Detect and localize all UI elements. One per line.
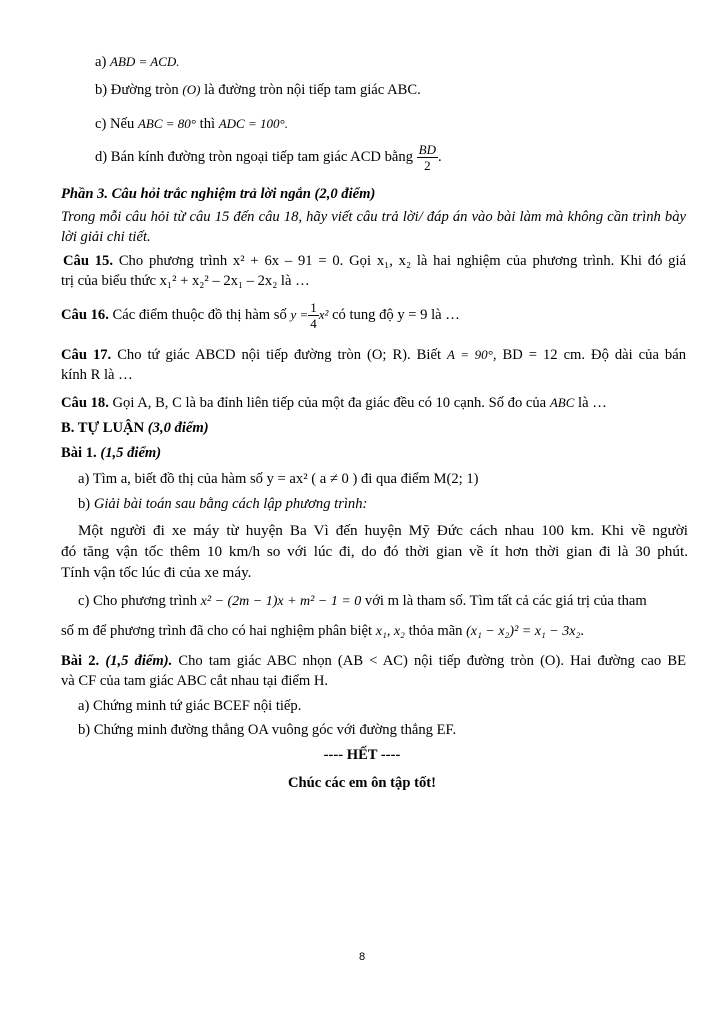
bai1-c2 [61, 621, 584, 642]
bai1-c2-end: . [580, 623, 584, 639]
bai2-l2: và CF của tam giác ABC cắt nhau tại điểm H. [61, 673, 329, 689]
option-d-den: 2 [424, 158, 431, 174]
q16 [61, 296, 460, 334]
q15-text1: Cho phương trình x² + 6x – 91 = 0. Gọi x₁, x₂ là hai nghiệm của phương trình. Khi đó giá [118, 253, 686, 269]
bai1-a: a) Tìm a, biết đồ thị của hàm số y = ax² ( a ≠ 0 ) đi qua điểm M(2; 1) [78, 471, 479, 487]
page-number: 8 [358, 951, 366, 963]
bai1-p3: Tính vận tốc lúc đi của xe máy. [61, 564, 252, 581]
q18-expr: ABC [549, 395, 575, 410]
bai2-line1 [61, 651, 686, 671]
option-d-text: d) Bán kính đường tròn ngoại tiếp tam giác ACD bằng [95, 149, 413, 165]
bai1-c-pre: c) Cho phương trình [78, 593, 197, 609]
bai1-b-text: Giải bài toán sau bằng cách lập phương trình: [93, 496, 368, 512]
option-a-expr: ABD = ACD. [110, 54, 180, 69]
bai1-c2-pre: số m để phương trình đã cho có hai nghiệm phân biệt [61, 623, 373, 639]
q18 [61, 393, 607, 413]
part3-instr2: lời giải chi tiết. [61, 229, 151, 245]
bai2-b: b) Chứng minh đường thẳng OA vuông góc với đường thẳng EF. [78, 722, 457, 738]
bai1-heading [61, 443, 161, 463]
q16-post: có tung độ y = 9 là … [332, 307, 460, 323]
option-a-label: a) [95, 54, 107, 70]
bai1-c2-mid: thỏa mãn [408, 623, 463, 639]
option-b [95, 80, 421, 100]
bai1-b-label: b) [78, 496, 91, 512]
bai1-c-post: với m là tham số. Tìm tất cả các giá trị của tham [364, 593, 647, 609]
end-wish: Chúc các em ôn tập tốt! [288, 775, 436, 791]
option-d-fraction [417, 142, 438, 173]
bai2-l1: Cho tam giác ABC nhọn (AB < AC) nội tiếp đường tròn (O). Hai đường cao BE [178, 653, 686, 669]
q18-label: Câu 18. [61, 395, 109, 411]
bai2-label: Bài 2. [61, 653, 100, 669]
end-het: ---- HẾT ---- [323, 747, 401, 763]
q16-x: x² [318, 307, 329, 322]
q17-line2: kính R là … [61, 367, 133, 383]
partB-score: (3,0 điểm) [147, 420, 209, 436]
part3-instr1: Trong mỗi câu hỏi từ câu 15 đến câu 18, hãy viết câu trả lời/ đáp án vào bài làm mà không cần trình bày [61, 209, 686, 225]
q16-den: 4 [310, 316, 317, 332]
bai1-b [78, 494, 367, 514]
bai1-c2-eq: (x₁ − x₂)² = x₁ − 3x₂ [466, 624, 581, 639]
option-c-pre: c) Nếu [95, 116, 135, 132]
q16-label: Câu 16. [61, 307, 109, 323]
bai1-p2: đó tăng vận tốc thêm 10 km/h so với lúc đi, do đó thời gian về ít hơn thời gian đi là 30 phút. [61, 543, 688, 560]
q16-pre: Các điểm thuộc đồ thị hàm số [112, 307, 287, 323]
q18-post: là … [578, 395, 607, 411]
option-c-mid: thì [199, 116, 216, 132]
partB-title [61, 418, 209, 438]
option-a [95, 52, 180, 72]
q16-num: 1 [310, 300, 317, 316]
q18-pre: Gọi A, B, C là ba đỉnh liên tiếp của một đa giác đều có 10 cạnh. Số đo của [112, 395, 547, 411]
q16-y: y = [290, 307, 309, 322]
bai2-a: a) Chứng minh tứ giác BCEF nội tiếp. [78, 698, 302, 714]
option-d [95, 138, 442, 176]
bai1-c2-x: x₁, x₂ [375, 624, 405, 639]
option-d-end: . [438, 149, 442, 165]
option-b-rest: là đường tròn nội tiếp tam giác ABC. [204, 82, 421, 98]
q17-expr: A = 90° [447, 347, 493, 362]
part3-title: Phần 3. Câu hỏi trắc nghiệm trả lời ngắn (2,0 điểm) [61, 186, 376, 202]
option-b-circle: (O) [182, 82, 201, 97]
q17-label: Câu 17. [61, 347, 112, 363]
q16-fraction [308, 300, 319, 331]
q17-post: , BD = 12 cm. Độ dài của bán [492, 347, 686, 363]
bai1-score: (1,5 điểm) [100, 445, 162, 461]
q17-pre: Cho tứ giác ABCD nội tiếp đường tròn (O; R). Biết [117, 347, 441, 363]
option-d-num: BD [418, 142, 436, 158]
bai1-p1: Một người đi xe máy từ huyện Ba Vì đến huyện Mỹ Đức cách nhau 100 km. Khi về người [78, 522, 688, 539]
option-c-expr1: ABC = 80° [137, 116, 196, 131]
bai1-c-eq: x² − (2m − 1)x + m² − 1 = 0 [200, 594, 362, 609]
bai2-score: (1,5 điểm). [105, 653, 173, 669]
q15-line1 [63, 251, 686, 271]
q15-line2: trị của biểu thức x₁² + x₂² – 2x₁ – 2x₂ là … [61, 273, 310, 289]
option-b-text: b) Đường tròn [95, 82, 179, 98]
partB-title-text: B. TỰ LUẬN [61, 420, 145, 436]
bai1-label: Bài 1. [61, 445, 97, 461]
bai1-c1 [78, 591, 647, 612]
q17-line1 [61, 345, 686, 365]
option-c-expr2: ADC = 100°. [218, 116, 288, 131]
q15-label: Câu 15. [63, 253, 113, 269]
option-c [95, 114, 288, 134]
